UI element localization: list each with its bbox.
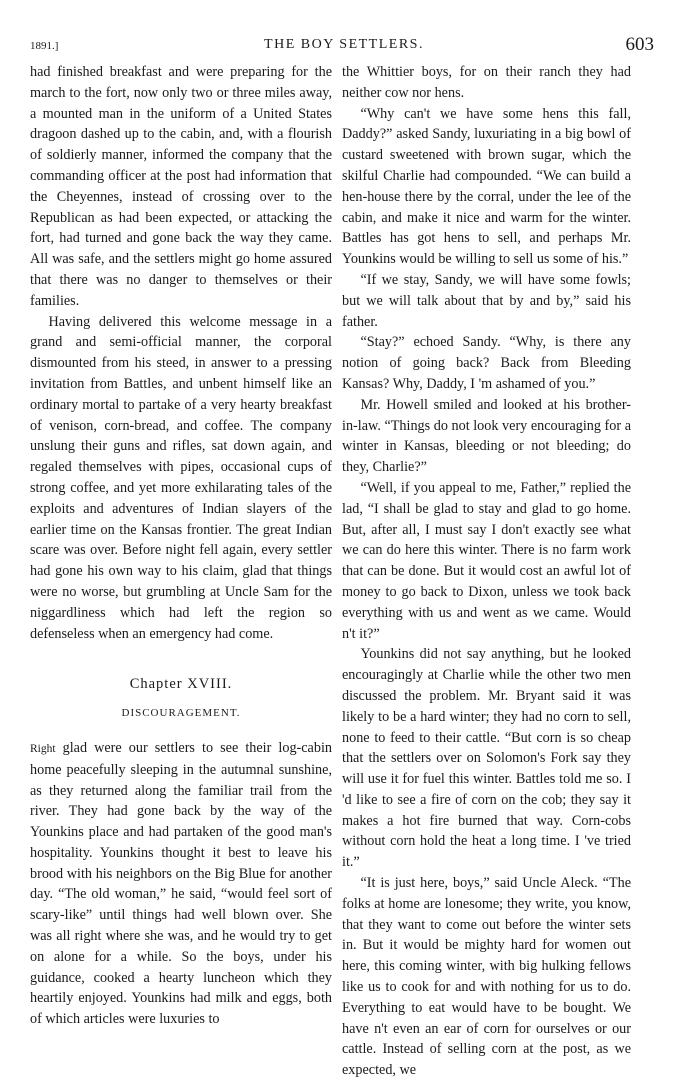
chapter-subtitle: DISCOURAGEMENT. (121, 707, 241, 720)
paragraph: “It is just here, boys,” said Uncle Aleck. “The folks at home are lonesome; they write, you know, that they want to come out before the winter sets in. But it would be mighty hard for women out here, this coming winter, with big hulking fellows like us to cook for and with nothing for us to do. Everything to eat would have to be bought. We have n't even an ear of corn for ourselves or our cattle. Instead of selling corn at the post, as we expected, we (342, 875, 631, 1079)
right-column (342, 62, 631, 1081)
paragraph: Having delivered this welcome message in a grand and semi-official manner, the corporal dismounted from his steed, in answer to a pressing invitation from Battles, and unbent himself like an ordinary mortal to partake of a very hearty breakfast of venison, corn-bread, and coffee. The company unslung their guns and rifles, sat down again, and regaled themselves with pipes, occasional cups of strong coffee, and yet more exhilarating tales of the exploits and adventures of Indian slayers of the earlier time on the Kansas frontier. The great Indian scare was over. Before night fell again, every settler had gone his own way to his claim, glad that things were no worse, but grumbling at Uncle Sam for the niggardliness which had left the region so defenseless when an emergency had come. (30, 313, 332, 642)
paragraph-text: glad were our settlers to see their log-cabin home peacefully sleeping in the autumnal sunshine, as they returned along the familiar trail from the river. They had gone back by the way of the Younkins place and had partaken of the good man's hospitality. Younkins thought it best to leave his brood with his neighbors on the Big Blue for another day. “The old woman,” he said, “would feel sort of scary-like” until things had well blown over. She was all right where she was, and he would try to get on alone for a while. So the boys, under his guidance, cooked a hearty luncheon which they heartily enjoyed. Younkins had milk and eggs, both of which articles were luxuries to (30, 739, 332, 1028)
paragraph: had finished breakfast and were preparing for the march to the fort, now only two or three miles away, a mounted man in the uniform of a United States dragoon dashed up to the cabin, and, with a flourish of soldierly manner, informed the company that the commanding officer at the post had information that the Cheyennes, instead of crossing over to the Republican as had been expected, or attacking the fort, had turned and gone back the way they came. All was safe, and the settlers might go home assured that there was no danger to themselves or their families. (30, 64, 332, 309)
left-column (30, 62, 332, 1030)
paragraph: “If we stay, Sandy, we will have some fowls; but we will talk about that by and by,” said his father. (342, 271, 631, 330)
paragraph: “Well, if you appeal to me, Father,” replied the lad, “I shall be glad to stay and glad to go home. But, after all, I must say I don't exactly see what we can do here this winter. There is no farm work that can be done. But it would cost an awful lot of money to go back to Dixon, unless we took back everything with us and went as we came. Would n't it?” (342, 479, 631, 642)
paragraph: Younkins did not say anything, but he looked encouragingly at Charlie while the other two men discussed the problem. Mr. Bryant said it was likely to be a hard winter; they had no corn to sell, none to feed to their cattle. “But corn is so cheap that the settlers over on Solomon's Fork say they will use it for fuel this winter. Battles told me so. I 'd like to see a fire of corn on the cob; they say it makes a hot fire burned that way. Corn-cobs without corn hold the heat a long time. I 've tried it.” (342, 646, 631, 871)
chapter-title: Chapter XVIII. (129, 676, 233, 693)
paragraph: Mr. Howell smiled and looked at his brother-in-law. “Things do not look very encouraging for a winter in Kansas, bleeding or not bleeding; do they, Charlie?” (342, 396, 631, 476)
paragraph: “Stay?” echoed Sandy. “Why, is there any notion of going back? Back from Bleeding Kansas? Why, Daddy, I 'm ashamed of you.” (342, 334, 631, 392)
paragraph: the Whittier boys, for on their ranch they had neither cow nor hens. (342, 64, 631, 101)
paragraph: “Why can't we have some hens this fall, Daddy?” asked Sandy, luxuriating in a big bowl of custard sweetened with brown sugar, which the skilful Charlie had compounded. “We can build a hen-house there by the corral, under the lee of the cabin, and make it nice and warm for the winter. Battles has got hens to sell, and perhaps Mr. Younkins would be willing to sell us some of his.” (342, 105, 631, 268)
lead-word: Right (30, 742, 56, 755)
page-number: 603 (625, 34, 654, 55)
header-title: THE BOY SETTLERS. (264, 37, 424, 52)
paragraph (30, 738, 332, 1030)
running-header (30, 34, 658, 58)
header-date: 1891.] (30, 40, 59, 52)
